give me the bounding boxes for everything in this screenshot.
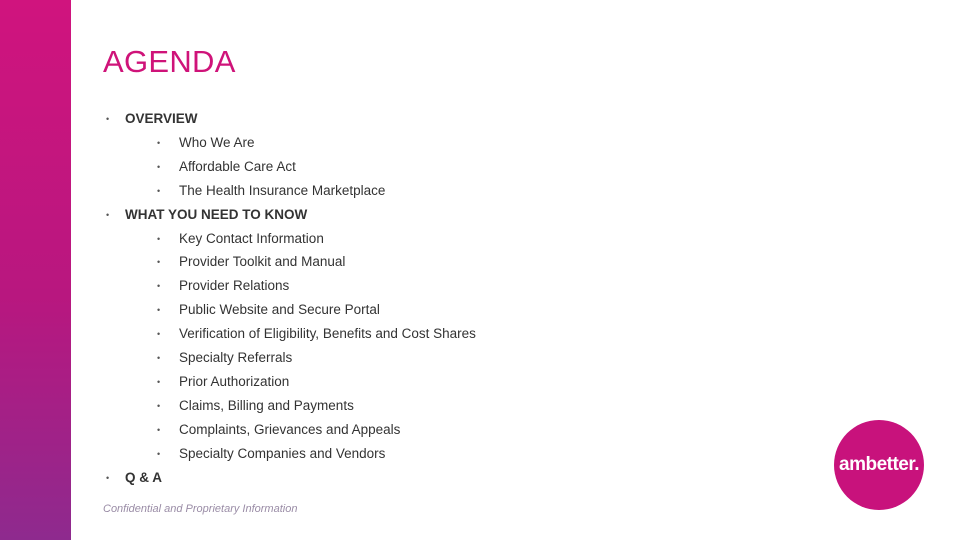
agenda-item-label: Verification of Eligibility, Benefits and Cost Shares: [179, 326, 476, 342]
bullet-marker: •: [106, 114, 110, 124]
slide-title: AGENDA: [103, 44, 236, 79]
bullet-marker: •: [157, 376, 161, 387]
agenda-section-label: OVERVIEW: [125, 111, 198, 126]
ambetter-logo: [834, 420, 924, 510]
agenda-item-label: Provider Toolkit and Manual: [179, 254, 346, 270]
agenda-item-label: Affordable Care Act: [179, 158, 296, 174]
agenda-item-label: Complaints, Grievances and Appeals: [179, 421, 401, 437]
bullet-marker: •: [157, 161, 161, 172]
bullet-marker: •: [106, 472, 110, 483]
bullet-marker: •: [157, 185, 161, 196]
agenda-section-label: Q & A: [125, 469, 162, 485]
agenda-item-label: Public Website and Secure Portal: [179, 302, 380, 318]
agenda-item-label: Prior Authorization: [179, 373, 290, 389]
bullet-marker: •: [157, 137, 161, 148]
confidential-note: Confidential and Proprietary Information: [103, 503, 298, 515]
agenda-item-label: Key Contact Information: [179, 230, 324, 246]
agenda-item-label: Specialty Referrals: [179, 350, 293, 365]
agenda-item-label: Who We Are: [179, 134, 255, 150]
bullet-marker: •: [157, 305, 161, 316]
bullet-marker: •: [157, 233, 161, 244]
bullet-marker: •: [157, 329, 161, 340]
bullet-marker: •: [157, 424, 161, 435]
agenda-item-label: Claims, Billing and Payments: [179, 397, 354, 413]
agenda-section-label: WHAT YOU NEED TO KNOW: [125, 206, 308, 222]
agenda-item-label: The Health Insurance Marketplace: [179, 182, 386, 198]
agenda-item-label: Specialty Companies and Vendors: [179, 445, 386, 461]
bullet-marker: •: [157, 353, 161, 363]
bullet-marker: •: [157, 400, 161, 411]
bullet-marker: •: [157, 281, 161, 292]
bullet-marker: •: [106, 209, 110, 220]
bullet-marker: •: [157, 448, 161, 459]
logo-wordmark: ambetter.: [839, 454, 919, 475]
agenda-item-label: Provider Relations: [179, 278, 290, 294]
bullet-marker: •: [157, 257, 161, 268]
